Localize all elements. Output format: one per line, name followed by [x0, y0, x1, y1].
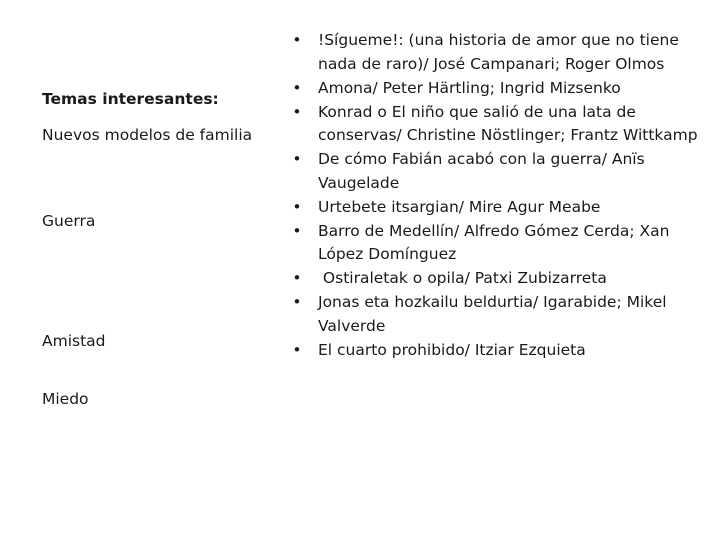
book-title: !Sígueme!: (una historia de amor que no tiene nada de raro)/ José Campanari; Roger Olmos	[318, 31, 679, 73]
book-title: Ostiraletak o opila/ Patxi Zubizarreta	[318, 269, 607, 287]
list-item	[290, 148, 700, 195]
bullet-icon: •	[292, 31, 302, 49]
book-title: El cuarto prohibido/ Itziar Ezquieta	[318, 340, 586, 359]
topics-heading: Temas interesantes:	[42, 90, 219, 108]
bullet-icon: •	[292, 221, 302, 240]
books-column	[290, 29, 700, 363]
bullet-icon: •	[292, 150, 302, 168]
list-item	[290, 291, 700, 338]
list-item	[290, 29, 700, 76]
book-title: De cómo Fabián acabó con la guerra/ Anïs Vaugelade	[318, 150, 645, 192]
topic-war: Guerra	[42, 212, 96, 230]
topic-fear: Miedo	[42, 390, 89, 408]
list-item	[290, 339, 700, 363]
bullet-icon: •	[292, 269, 302, 287]
book-title: Konrad o El niño que salió de una lata de conservas/ Christine Nöstlinger; Frantz Wittkamp	[318, 102, 698, 144]
list-item	[290, 77, 700, 101]
bullet-icon: •	[292, 102, 302, 121]
book-title: Barro de Medellín/ Alfredo Gómez Cerda; Xan López Domínguez	[318, 221, 670, 263]
topic-family: Nuevos modelos de familia	[42, 126, 253, 144]
list-item	[290, 196, 700, 220]
list-item	[290, 101, 700, 148]
bullet-icon: •	[292, 78, 302, 97]
book-title: Urtebete itsargian/ Mire Agur Meabe	[318, 197, 601, 216]
list-item	[290, 267, 700, 291]
topics-column	[42, 0, 282, 546]
book-list	[290, 29, 700, 362]
topic-friendship: Amistad	[42, 332, 106, 350]
list-item	[290, 220, 700, 267]
bullet-icon: •	[292, 340, 302, 359]
bullet-icon: •	[292, 293, 302, 311]
bullet-icon: •	[292, 197, 302, 216]
book-title: Amona/ Peter Härtling; Ingrid Mizsenko	[318, 78, 621, 97]
book-title: Jonas eta hozkailu beldurtia/ Igarabide; Mikel Valverde	[318, 293, 667, 335]
